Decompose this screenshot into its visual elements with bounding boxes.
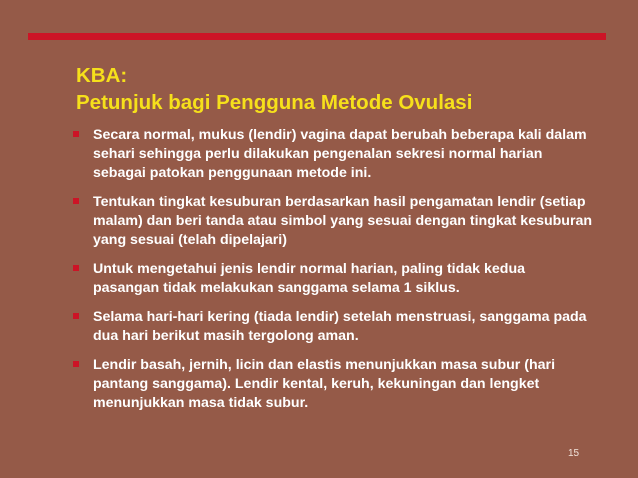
- bullet-square-icon: [73, 131, 79, 137]
- top-accent-bar: [28, 33, 606, 40]
- bullet-list: [73, 126, 593, 423]
- bullet-text: Tentukan tingkat kesuburan berdasarkan hasil pengamatan lendir (setiap malam) dan beri tanda atau simbol yang sesuai dengan tingkat kesuburan yang sesuai (telah dipelajari): [93, 194, 593, 248]
- title-line-2: Petunjuk bagi Pengguna Metode Ovulasi: [76, 91, 473, 114]
- slide-title: [76, 62, 472, 116]
- bullet-square-icon: [73, 313, 79, 319]
- title-line-1: KBA:: [76, 64, 128, 87]
- bullet-text: Selama hari-hari kering (tiada lendir) setelah menstruasi, sanggama pada dua hari berikut masih tergolong aman.: [93, 309, 587, 344]
- bullet-square-icon: [73, 265, 79, 271]
- page-number: 15: [568, 448, 580, 459]
- bullet-square-icon: [73, 198, 79, 204]
- bullet-item: [73, 308, 593, 346]
- bullet-square-icon: [73, 361, 79, 367]
- bullet-item: [73, 126, 593, 183]
- bullet-text: Lendir basah, jernih, licin dan elastis menunjukkan masa subur (hari pantang sanggama). Lendir kental, keruh, kekuningan dan lengket menunjukkan masa tidak subur.: [93, 357, 556, 411]
- bullet-item: [73, 193, 593, 250]
- bullet-text: Secara normal, mukus (lendir) vagina dapat berubah beberapa kali dalam sehari sehingga perlu dilakukan pengenalan sekresi normal harian sebagai patokan penggunaan metode ini.: [93, 127, 587, 181]
- bullet-item: [73, 260, 593, 298]
- bullet-text: Untuk mengetahui jenis lendir normal harian, paling tidak kedua pasangan tidak melakukan sanggama selama 1 siklus.: [93, 261, 526, 296]
- bullet-item: [73, 356, 593, 413]
